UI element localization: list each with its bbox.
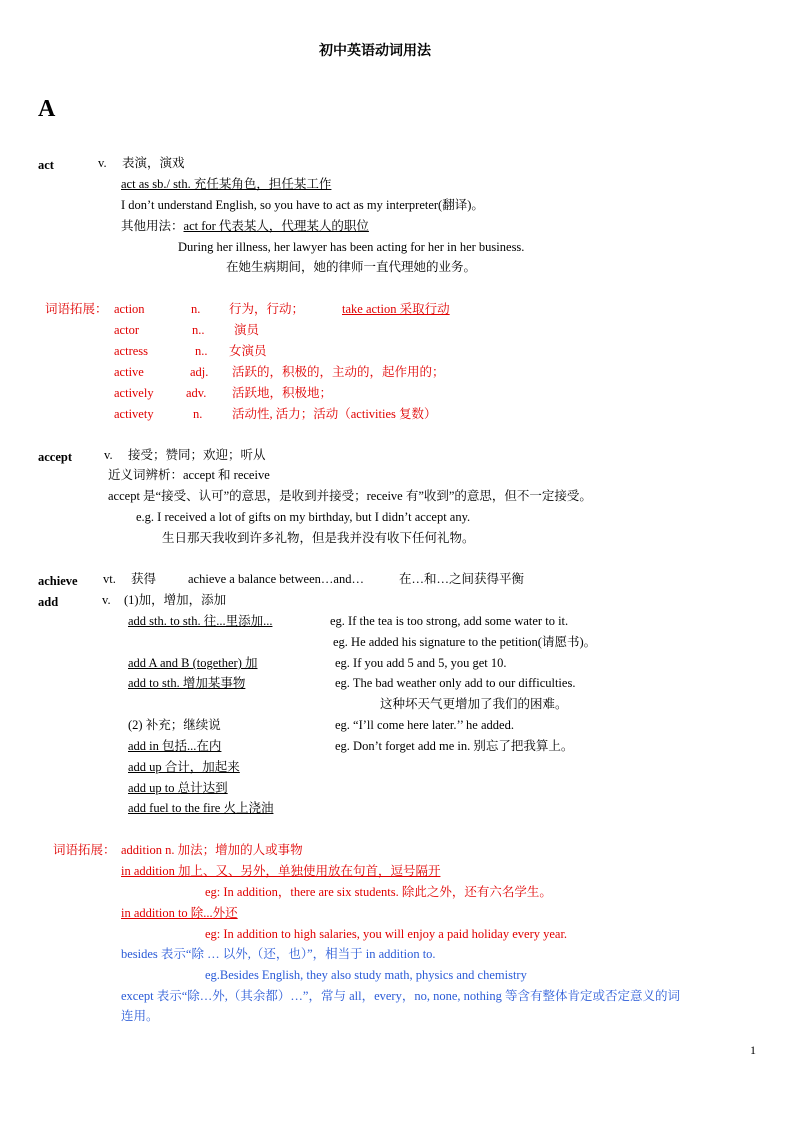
phrase: add to sth. 增加某事物 — [128, 676, 246, 690]
page-number: 1 — [750, 1043, 756, 1057]
part-of-speech: vt. — [103, 572, 116, 586]
ext-pos: n. — [191, 302, 201, 316]
other-usage-phrase: act for 代表某人，代理某人的职位 — [183, 219, 369, 233]
ext-pos: n.. — [192, 323, 205, 337]
ext-phrase: in addition 加上、又、另外，单独使用放在句首，逗号隔开 — [121, 864, 441, 878]
ext-pos: n. — [193, 407, 203, 421]
phrase-translation: 在…和…之间获得平衡 — [399, 572, 525, 586]
ext-meaning: 活跃的，积极的，主动的，起作用的； — [232, 365, 445, 379]
ext-note: besides 表示“除 … 以外,（还，也）”，相当于 in addition to. — [121, 947, 436, 961]
ext-meaning: 活跃地，积极地； — [232, 386, 333, 400]
phrase: add up to 总计达到 — [128, 781, 228, 795]
example: eg. If the tea is too strong, add some water to it. — [330, 614, 569, 628]
phrase: achieve a balance between…and… — [188, 572, 364, 586]
phrase: add in 包括...在内 — [128, 739, 222, 753]
ext-phrase: in addition to 除...外还 — [121, 906, 238, 920]
headword: accept — [38, 450, 73, 464]
ext-word: actress — [114, 344, 149, 358]
phrase: add A and B (together) 加 — [128, 656, 258, 670]
example-translation: 生日那天我收到许多礼物，但是我并没有收下任何礼物。 — [162, 531, 475, 545]
part-of-speech: v. — [98, 156, 107, 170]
example: eg. “I’ll come here later.’’ he added. — [335, 718, 514, 732]
ext-note: except 表示“除…外,（其余都）…”，常与 all，every，no, none, nothing 等含有整体肯定或否定意义的词 — [121, 989, 680, 1003]
headword: act — [38, 158, 54, 172]
ext-meaning: 行为，行动； — [229, 302, 305, 316]
meaning: 获得 — [131, 572, 157, 586]
phrase: add sth. to sth. 往...里添加... — [128, 614, 273, 628]
ext-pos: adv. — [186, 386, 207, 400]
ext-note: 连用。 — [121, 1009, 159, 1023]
ext-pos: adj. — [190, 365, 209, 379]
example: eg. Don’t forget add me in. 别忘了把我算上。 — [335, 739, 574, 753]
ext-line: addition n. 加法；增加的人或事物 — [121, 843, 303, 857]
part-of-speech: v. — [104, 448, 113, 462]
example: e.g. I received a lot of gifts on my birthday, but I didn’t accept any. — [136, 510, 471, 524]
headword: achieve — [38, 574, 78, 588]
ext-phrase: take action 采取行动 — [342, 302, 450, 316]
phrase: add up 合计，加起来 — [128, 760, 240, 774]
ext-example: eg: In addition to high salaries, you will enjoy a paid holiday every year. — [205, 927, 568, 941]
other-usage — [121, 220, 369, 234]
ext-meaning: 演员 — [234, 323, 260, 337]
example: During her illness, her lawyer has been acting for her in her business. — [178, 240, 525, 254]
ext-example: eg: In addition，there are six students. 除此之外，还有六名学生。 — [205, 885, 552, 899]
part-of-speech: v. — [102, 593, 111, 607]
example-translation: 这种坏天气更增加了我们的困难。 — [380, 697, 568, 711]
ext-meaning: 活动性, 活力；活动（activities 复数） — [232, 407, 437, 421]
example: eg. The bad weather only add to our difficulties. — [335, 676, 576, 690]
meaning: 接受；赞同；欢迎；听从 — [128, 448, 266, 462]
example-translation: 在她生病期间，她的律师一直代理她的业务。 — [226, 260, 477, 274]
example: eg. He added his signature to the petition(请愿书)。 — [333, 635, 597, 649]
sense: (2) 补充；继续说 — [128, 718, 221, 732]
synonym-explanation: accept 是“接受、认可”的意思，是收到并接受；receive 有”收到”的意思，但不一定接受。 — [108, 489, 592, 503]
phrase: act as sb./ sth. 充任某角色，担任某工作 — [121, 177, 332, 191]
headword: add — [38, 595, 59, 609]
section-letter: A — [38, 96, 56, 122]
page-title: 初中英语动词用法 — [319, 44, 431, 59]
ext-pos: n.. — [195, 344, 208, 358]
extension-label: 词语拓展： — [45, 302, 108, 316]
ext-word: active — [114, 365, 144, 379]
sense: (1)加，增加，添加 — [124, 593, 227, 607]
ext-word: action — [114, 302, 145, 316]
other-usage-label: 其他用法： — [121, 219, 184, 233]
ext-word: activety — [114, 407, 154, 421]
meaning: 表演，演戏 — [122, 156, 185, 170]
extension-label: 词语拓展： — [53, 843, 116, 857]
example: eg. If you add 5 and 5, you get 10. — [335, 656, 507, 670]
ext-example: eg.Besides English, they also study math, physics and chemistry — [205, 968, 527, 982]
ext-word: actor — [114, 323, 139, 337]
synonym-heading: 近义词辨析：accept 和 receive — [108, 468, 270, 482]
example: I don’t understand English, so you have to act as my interpreter(翻译)。 — [121, 198, 484, 212]
ext-meaning: 女演员 — [229, 344, 267, 358]
phrase: add fuel to the fire 火上浇油 — [128, 801, 274, 815]
ext-word: actively — [114, 386, 154, 400]
